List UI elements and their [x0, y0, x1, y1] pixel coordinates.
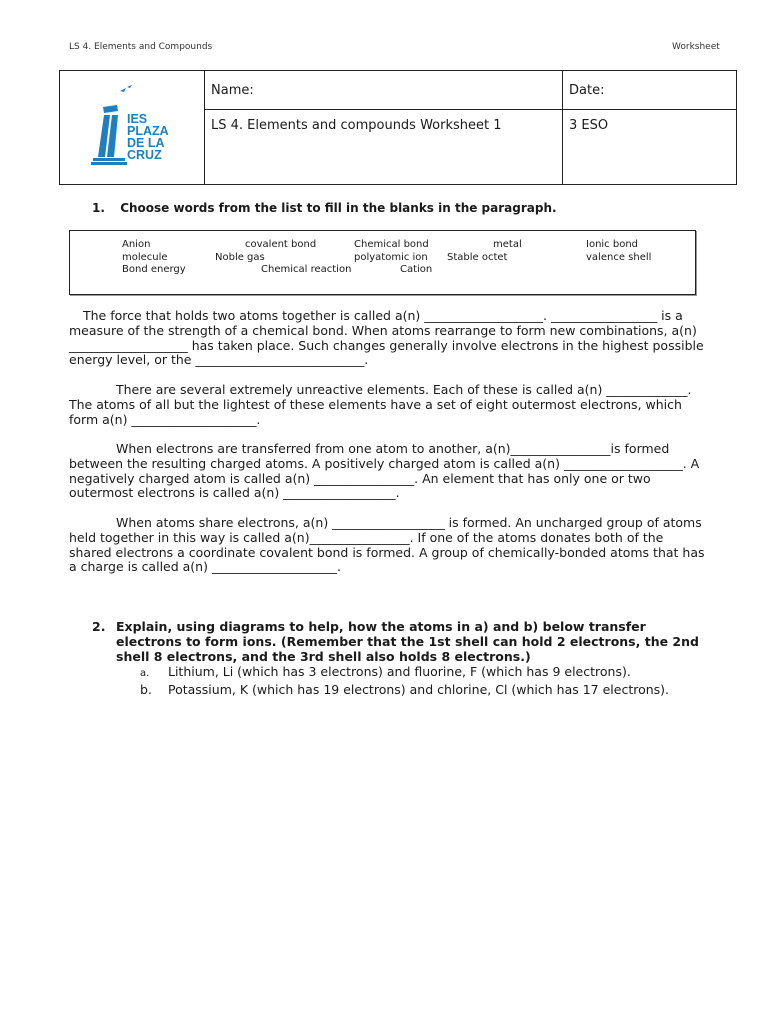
header-course-title: LS 4. Elements and Compounds	[69, 42, 213, 52]
logo-line-2: PLAZA	[127, 123, 169, 138]
word-bank-item: Chemical reaction	[261, 264, 352, 275]
date-field-label: Date:	[563, 71, 737, 110]
paragraph-1: The force that holds two atoms together is called a(n) ___________________. _________________ is a measure of the strength of a chemical bond. When atoms rearrange to form new combinations, a(n) ___________________ has taken place. Such changes generally involve electrons in the highest possible energy level, or the ___________________________.	[69, 308, 704, 368]
item-b-text: Potassium, K (which has 19 electrons) and chlorine, Cl (which has 17 electrons).	[167, 682, 670, 697]
word-bank-item: metal	[493, 239, 522, 250]
info-table	[59, 70, 737, 185]
bird-icon	[120, 85, 132, 92]
logo-cell	[60, 71, 205, 185]
word-bank-item: Cation	[400, 264, 433, 275]
word-bank-item: valence shell	[586, 252, 652, 263]
school-logo	[87, 85, 177, 171]
paragraph-4: When atoms share electrons, a(n) __________________ is formed. An uncharged group of atoms held together in this way is called a(n)________________. If one of the atoms donates both of the shared electrons a coordinate covalent bond is formed. A group of chemically-bonded atoms that has a charge is called a(n) ____________________.	[69, 515, 705, 575]
grade-level: 3 ESO	[563, 110, 737, 185]
word-bank-item: Bond energy	[122, 264, 186, 275]
question-2-heading	[92, 619, 712, 664]
worksheet-title: LS 4. Elements and compounds Worksheet 1	[205, 110, 563, 185]
header-document-type: Worksheet	[672, 42, 720, 52]
word-bank-item: Anion	[122, 239, 151, 250]
word-bank-item: Stable octet	[447, 252, 508, 263]
paragraph-2: There are several extremely unreactive elements. Each of these is called a(n) _____________. The atoms of all but the lightest of these elements have a set of eight outermost electrons, which form a(n) ____________________.	[69, 382, 692, 427]
logo-line-4: CRUZ	[127, 147, 162, 162]
question-2-item-b	[140, 682, 669, 697]
word-bank-item: Ionic bond	[586, 239, 639, 250]
item-a-label: a.	[140, 668, 150, 679]
paragraph-3: When electrons are transferred from one atom to another, a(n)________________is formed between the resulting charged atoms. A positively charged atom is called a(n) ___________________. A negatively charged atom is called a(n) ________________. An element that has only one or two outermost electrons is called a(n) __________________.	[69, 441, 700, 501]
question-1-text: Choose words from the list to fill in the blanks in the paragraph.	[120, 201, 557, 215]
word-bank-item: molecule	[122, 252, 168, 263]
logo-line-3: DE LA	[127, 135, 165, 150]
question-2-number: 2.	[92, 619, 106, 634]
word-bank-item: Noble gas	[215, 252, 265, 263]
item-a-text: Lithium, Li (which has 3 electrons) and fluorine, F (which has 9 electrons).	[167, 664, 631, 679]
word-bank-item: covalent bond	[245, 239, 317, 250]
word-bank	[69, 230, 696, 295]
word-bank-item: Chemical bond	[354, 239, 429, 250]
question-2-text: Explain, using diagrams to help, how the atoms in a) and b) below transfer electrons to form ions. (Remember that the 1st shell can hold 2 electrons, the 2nd shell 8 electrons, and the 3rd shell also holds 8 electrons.)	[116, 619, 699, 664]
logo-line-1: IES	[127, 111, 148, 126]
word-bank-item: polyatomic ion	[354, 252, 428, 263]
question-1-number: 1.	[92, 201, 105, 215]
question-2-item-a	[140, 664, 631, 679]
item-b-label: b.	[140, 682, 152, 697]
question-1-heading	[92, 201, 557, 215]
name-field-label: Name:	[205, 71, 563, 110]
